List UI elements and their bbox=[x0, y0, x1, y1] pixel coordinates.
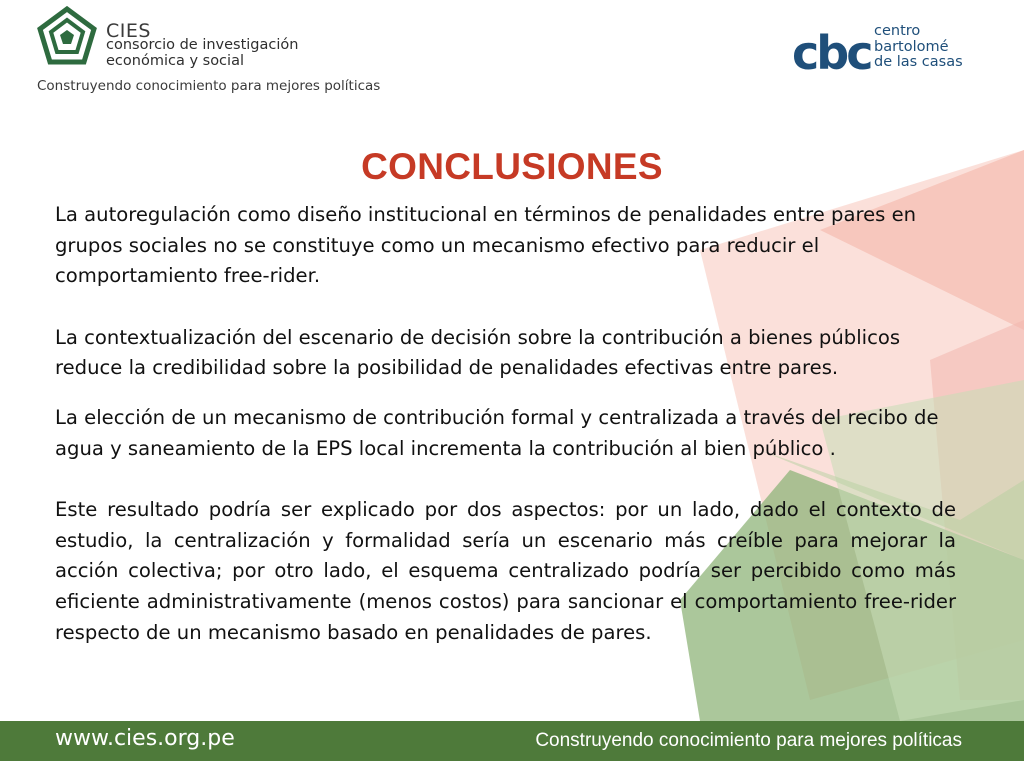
conclusion-paragraph-2: La contextualización del escenario de decisión sobre la contribución a bienes públicos reduce la credibilidad sobre la posibilidad de penalidades efectivas entre pares. bbox=[55, 325, 901, 380]
footer-bar bbox=[0, 721, 1024, 761]
footer-bottom-strip bbox=[0, 761, 1024, 768]
cbc-logo bbox=[792, 24, 992, 84]
footer-url: www.cies.org.pe bbox=[55, 726, 235, 751]
cies-pentagon-icon bbox=[36, 6, 98, 68]
cies-line-1: consorcio de investigación bbox=[106, 37, 299, 53]
cies-logo bbox=[36, 6, 416, 110]
cbc-line-3: de las casas bbox=[874, 54, 963, 70]
conclusion-paragraph-1: La autoregulación como diseño institucional en términos de penalidades entre pares en grupos sociales no se constituye como un mecanismo efectivo para reducir el comportamiento free-rider. bbox=[55, 203, 917, 288]
cies-line-2: económica y social bbox=[106, 53, 244, 69]
cies-tagline: Construyendo conocimiento para mejores políticas bbox=[37, 78, 381, 94]
conclusions-body bbox=[55, 200, 956, 648]
cbc-line-1: centro bbox=[874, 23, 921, 39]
conclusion-paragraph-3: La elección de un mecanismo de contribución formal y centralizada a través del recibo de agua y saneamiento de la EPS local incrementa la contribución al bien público . bbox=[55, 405, 939, 460]
page-title: CONCLUSIONES bbox=[361, 146, 663, 187]
cbc-text bbox=[874, 24, 963, 71]
footer-tagline: Construyendo conocimiento para mejores políticas bbox=[535, 730, 962, 751]
cies-name: CIES bbox=[106, 20, 151, 42]
conclusion-paragraph-4: Este resultado podría ser explicado por dos aspectos: por un lado, dado el contexto de estudio, la centralización y formalidad sería un escenario más creíble para mejorar la acción colectiva; por otro lado, el esquema centralizado podría ser percibido como más eficiente administrativamente (menos costos) para sancionar el comportamiento free-rider respecto de un mecanismo basado en penalidades de pares. bbox=[55, 498, 956, 644]
cbc-mark: cbc bbox=[792, 26, 871, 80]
cbc-line-2: bartolomé bbox=[874, 38, 949, 55]
